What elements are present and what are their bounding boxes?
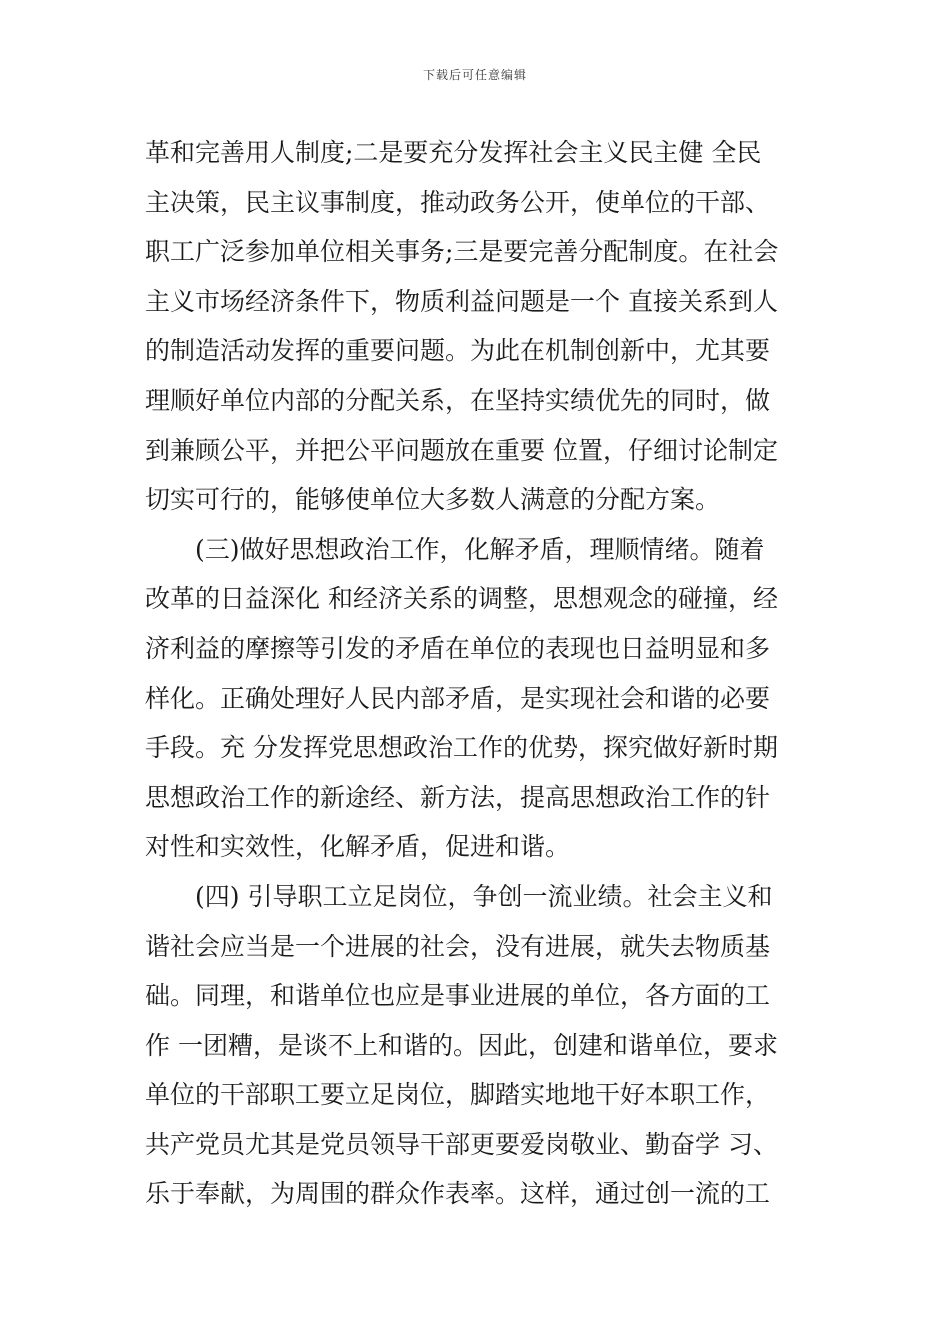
text-line: 对性和实效性，化解矛盾，促进和谐。 <box>145 832 571 862</box>
text-line: 改革的日益深化 和经济关系的调整，思想观念的碰撞，经 <box>145 584 778 614</box>
text-line: 思想政治工作的新途经、新方法，提高思想政治工作的针 <box>145 782 771 812</box>
text-line: 作 一团糟，是谈不上和谐的。因此，创建和谐单位，要求 <box>145 1030 778 1060</box>
text-line: 的制造活动发挥的重要问题。为此在机制创新中，尤其要 <box>145 336 771 366</box>
text-line: 切实可行的，能够使单位大多数人满意的分配方案。 <box>145 485 721 515</box>
document-body <box>145 128 815 1219</box>
text-line: 手段。充 分发挥党思想政治工作的优势，探究做好新时期 <box>145 733 778 763</box>
text-line: 共产党员尤其是党员领导干部更要爱岗敬业、勤奋学 习、 <box>145 1129 778 1159</box>
paragraph-2 <box>145 525 815 872</box>
text-line: (三)做好思想政治工作，化解矛盾，理顺情绪。随着 <box>195 534 765 564</box>
text-line: 样化。正确处理好人民内部矛盾，是实现社会和谐的必要 <box>145 683 771 713</box>
text-line: 理顺好单位内部的分配关系，在坚持实绩优先的同时，做 <box>145 385 771 415</box>
page-header-note: 下载后可任意编辑 <box>422 68 527 82</box>
text-line: 到兼顾公平，并把公平问题放在重要 位置，仔细讨论制定 <box>145 435 778 465</box>
text-line: 济利益的摩擦等引发的矛盾在单位的表现也日益明显和多 <box>145 633 771 663</box>
text-line: 单位的干部职工要立足岗位，脚踏实地地干好本职工作， <box>145 1080 771 1110</box>
text-line: 主决策，民主议事制度，推动政务公开，使单位的干部、 <box>145 187 771 217</box>
text-line: (四) 引导职工立足岗位，争创一流业绩。社会主义和 <box>195 881 773 911</box>
text-line: 革和完善用人制度;二是要充分发挥社会主义民主健 全民 <box>145 138 762 167</box>
text-line: 谐社会应当是一个进展的社会，没有进展，就失去物质基 <box>145 931 771 961</box>
paragraph-3 <box>145 872 815 1219</box>
text-line: 乐于奉献，为周围的群众作表率。这样，通过创一流的工 <box>145 1179 771 1209</box>
paragraph-1 <box>145 128 815 525</box>
text-line: 职工广泛参加单位相关事务;三是要完善分配制度。在社会 <box>145 237 779 267</box>
text-line: 础。同理，和谐单位也应是事业进展的单位，各方面的工 <box>145 981 771 1011</box>
text-line: 主义市场经济条件下，物质利益问题是一个 直接关系到人 <box>145 286 778 316</box>
